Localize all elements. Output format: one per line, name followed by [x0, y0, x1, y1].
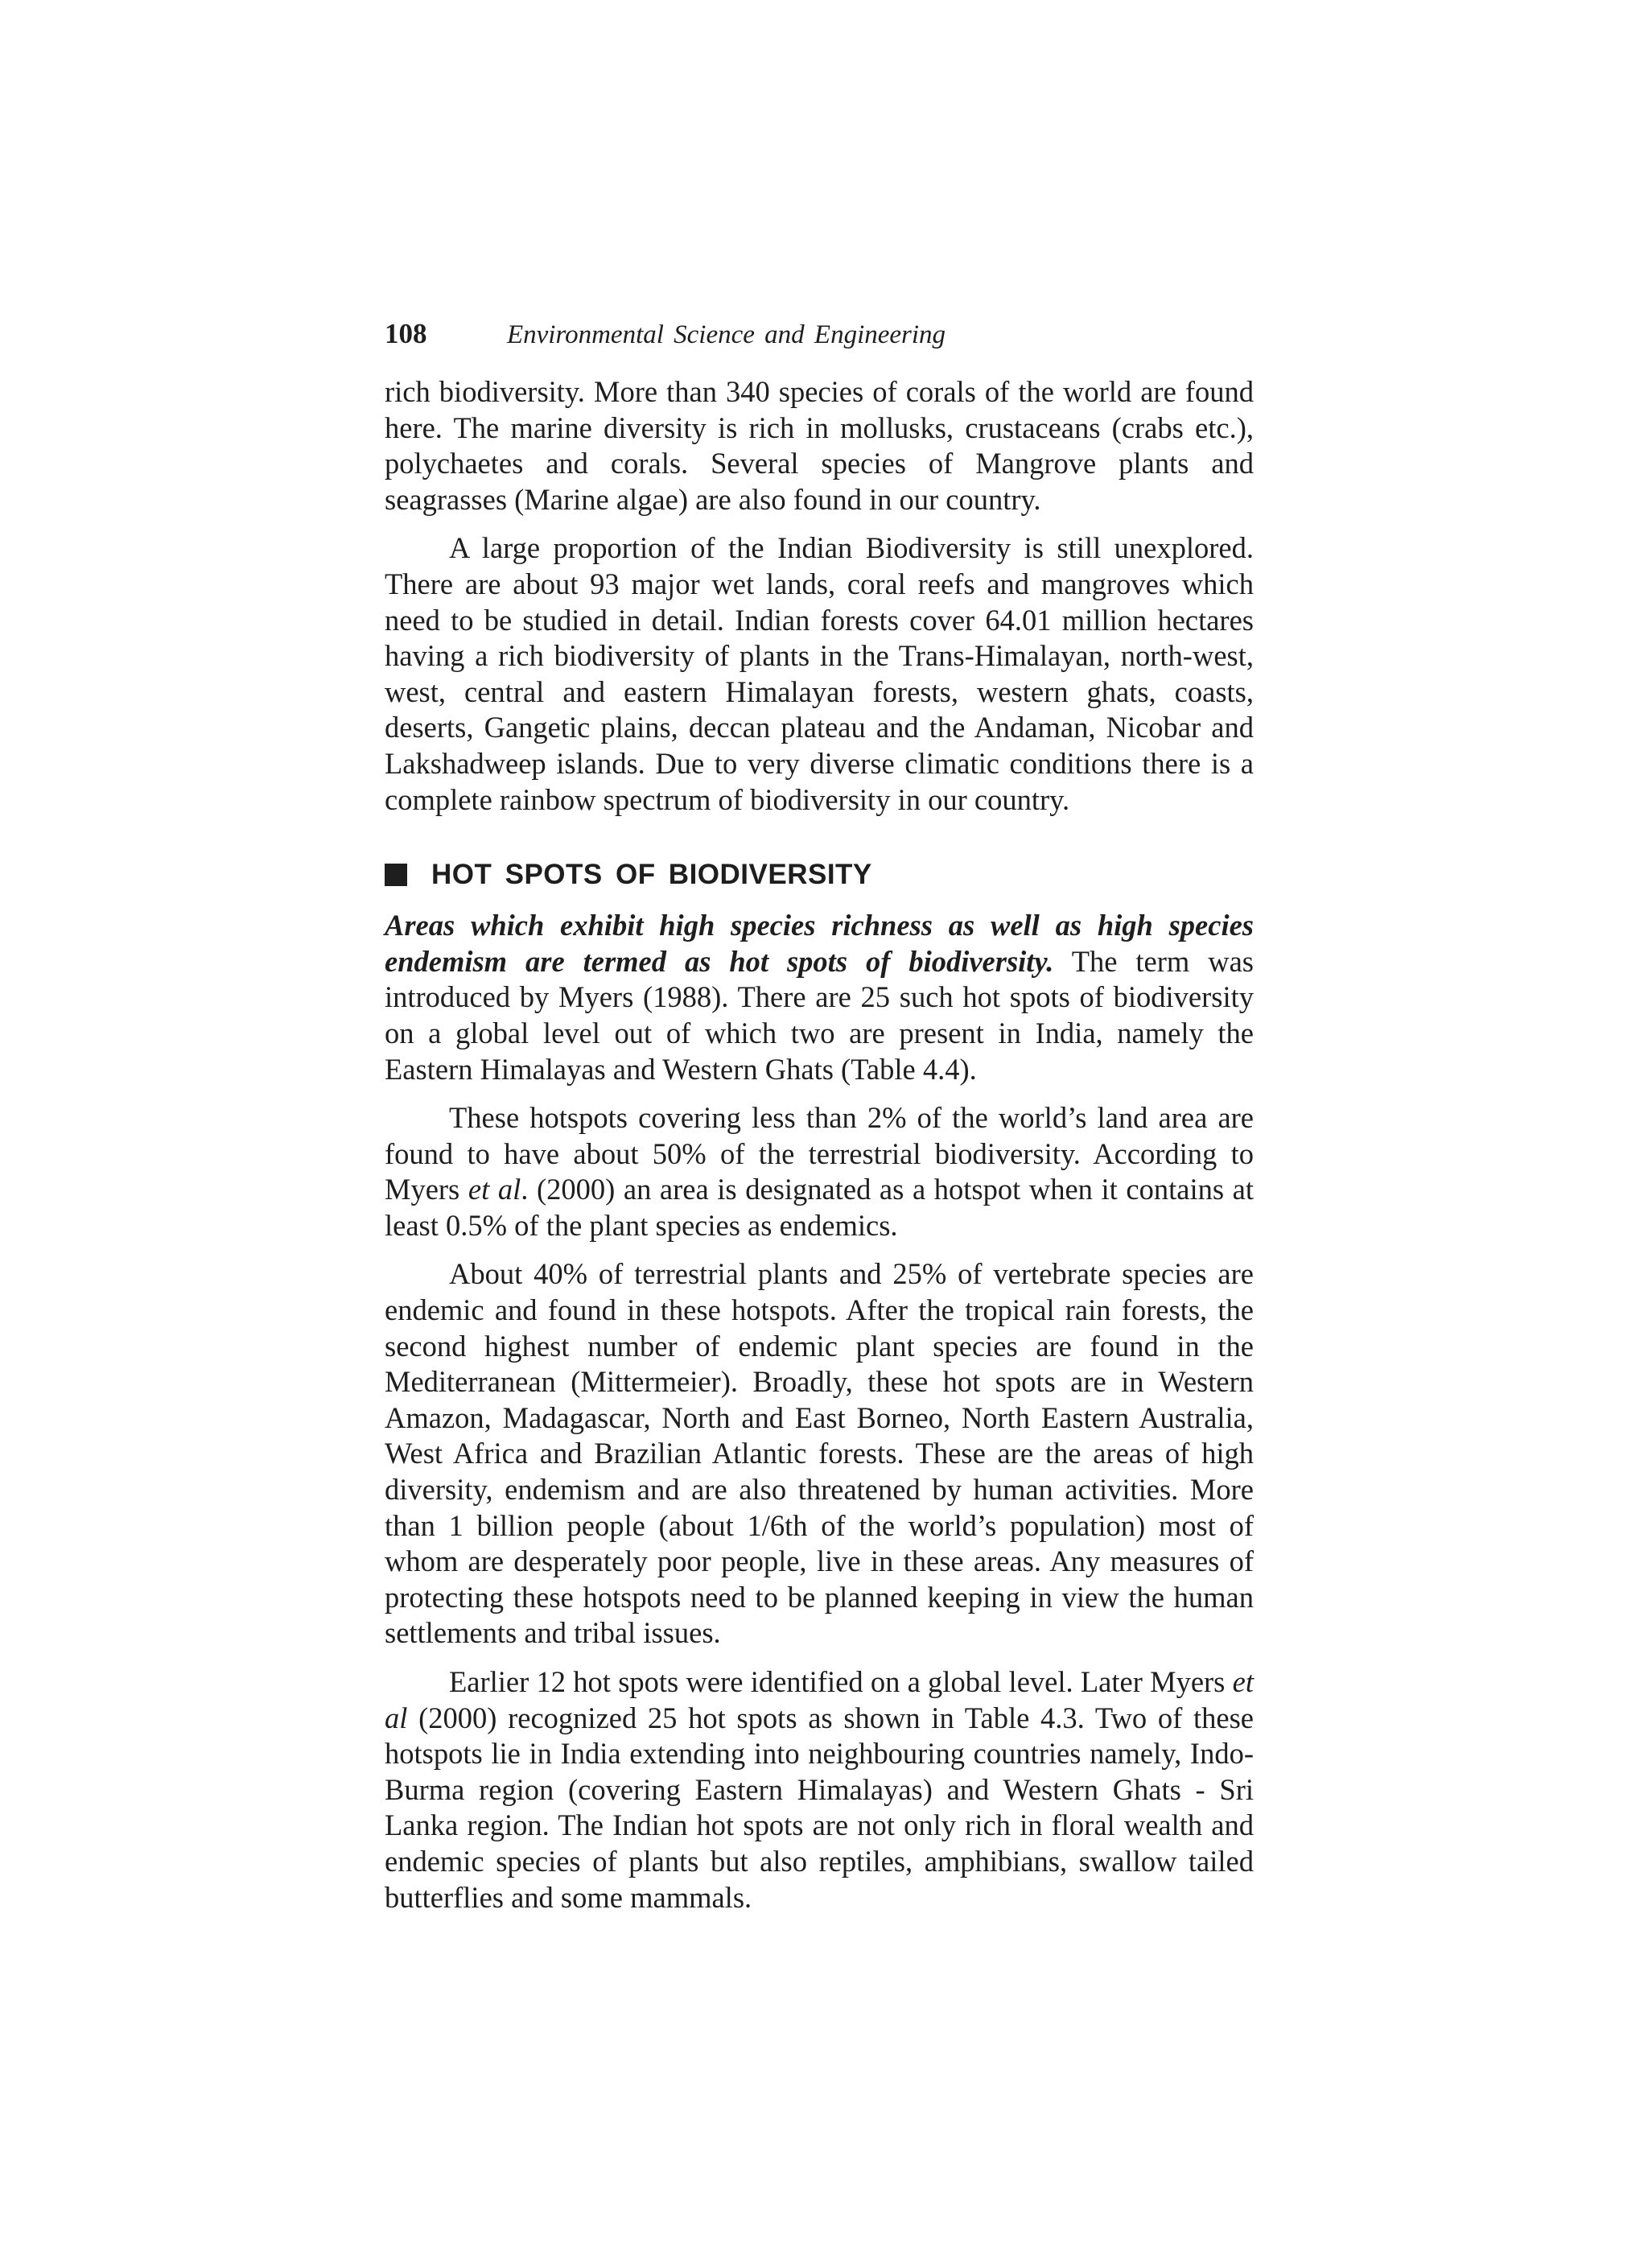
running-head: [385, 318, 1254, 358]
hotspot-definition: Areas which exhibit high species richness as well as high species endemism are termed as hot spots of biodiversity.: [385, 909, 1254, 978]
book-page: [385, 318, 1254, 1928]
paragraph-4: [385, 1100, 1254, 1243]
paragraph-4-text-b: . (2000) an area is designated as a hotspot when it contains at least 0.5% of the plant species as endemics.: [385, 1173, 1254, 1242]
paragraph-4-text-a: These hotspots covering less than 2% of the world’s land area are found to have about 50% of the terrestrial biodiversity. According to Myers: [385, 1101, 1254, 1206]
page-number: 108: [385, 318, 427, 349]
paragraph-3-text: The term was introduced by Myers (1988). There are 25 such hot spots of biodiversity on a global level out of which two are present in India, namely the Eastern Himalayas and Western Ghats (Table 4.4).: [385, 944, 1254, 1086]
running-title: Environmental Science and Engineering: [507, 320, 946, 349]
paragraph-6-text-a: Earlier 12 hot spots were identified on a global level. Later Myers: [449, 1665, 1233, 1698]
section-heading-text: HOT SPOTS OF BIODIVERSITY: [431, 859, 872, 891]
paragraph-6: [385, 1664, 1254, 1915]
paragraph-4-et-al: et al: [468, 1173, 521, 1206]
paragraph-6-et-al: et al: [385, 1665, 1254, 1734]
paragraph-2: A large proportion of the Indian Biodiversity is still unexplored. There are about 93 major wet lands, coral reefs and mangroves which need to be studied in detail. Indian forests cover 64.01 million hectares having a rich biodiversity of plants in the Trans-Himalayan, north-west, west, central and eastern Himalayan forests, western ghats, coasts, deserts, Gangetic plains, deccan plateau and the Andaman, Nicobar and Lakshadweep islands. Due to very diverse climatic conditions there is a complete rainbow spectrum of biodiversity in our country.: [385, 531, 1254, 816]
paragraph-5: About 40% of terrestrial plants and 25% of vertebrate species are endemic and found in these hotspots. After the tropical rain forests, the second highest number of endemic plant species are found in the Mediterranean (Mittermeier). Broadly, these hot spots are in Western Amazon, Madagascar, North and East Borneo, North Eastern Australia, West Africa and Brazilian Atlantic forests. These are the areas of high diversity, endemism and are also threatened by human activities. More than 1 billion people (about 1/6th of the world’s population) most of whom are desperately poor people, live in these areas. Any measures of protecting these hotspots need to be planned keeping in view the human settlements and tribal issues.: [385, 1257, 1254, 1650]
section-heading: [385, 855, 1254, 895]
paragraph-3: [385, 908, 1254, 1087]
square-bullet-icon: [385, 864, 407, 886]
paragraph-1: rich biodiversity. More than 340 species of corals of the world are found here. The marine diversity is rich in mollusks, crustaceans (crabs etc.), polychaetes and corals. Several species of Mangrove plants and seagrasses (Marine algae) are also found in our country.: [385, 375, 1254, 516]
paragraph-6-text-b: (2000) recognized 25 hot spots as shown in Table 4.3. Two of these hotspots lie in India extending into neighbouring countries namely, Indo-Burma region (covering Eastern Himalayas) and Western Ghats - Sri Lanka region. The Indian hot spots are not only rich in floral wealth and endemic species of plants but also reptiles, amphibians, swallow tailed butterflies and some mammals.: [385, 1701, 1254, 1914]
